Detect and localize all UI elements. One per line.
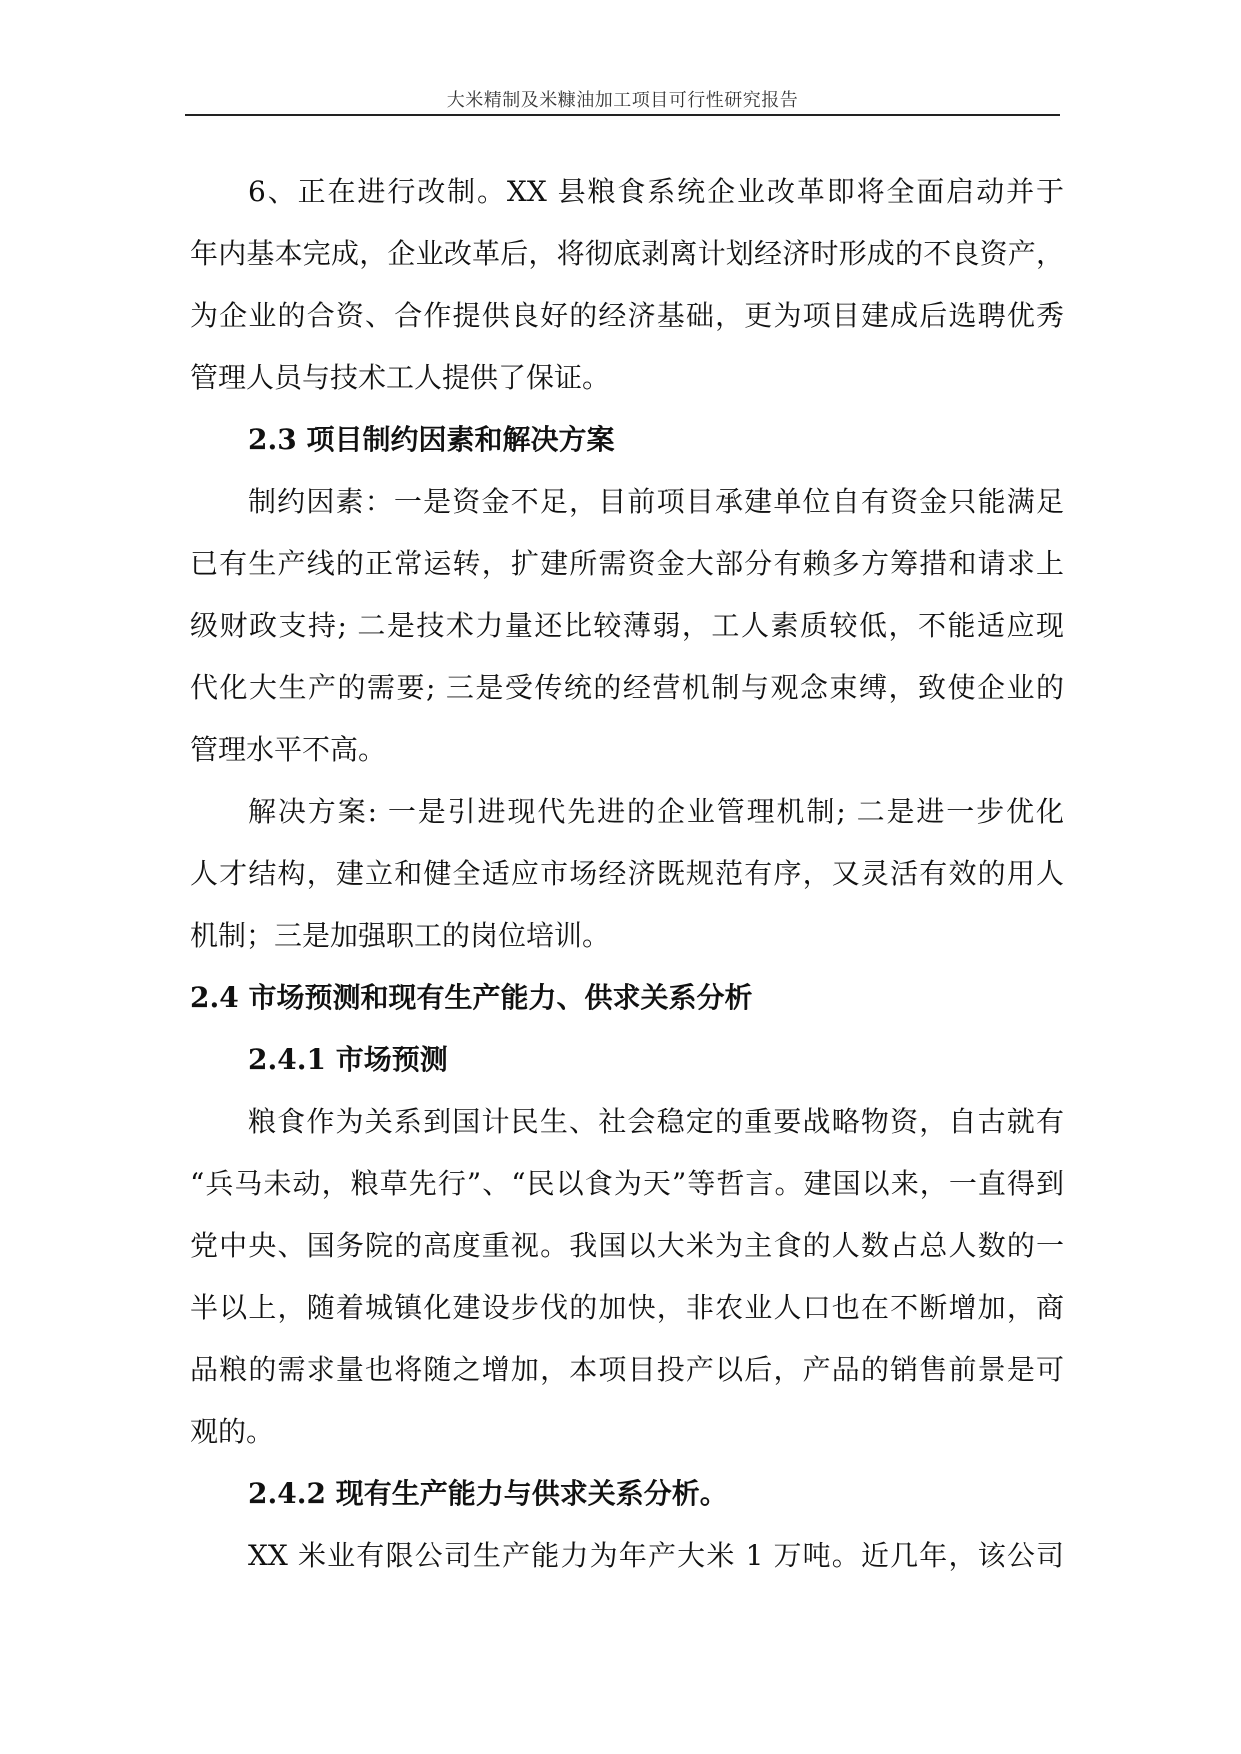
paragraph-line: 党中央、国务院的高度重视。我国以大米为主食的人数占总人数的一 xyxy=(190,1229,1064,1262)
paragraph-line: 机制；三是加强职工的岗位培训。 xyxy=(190,919,611,952)
paragraph-line: 级财政支持; 二是技术力量还比较薄弱，工人素质较低，不能适应现 xyxy=(190,609,1064,642)
paragraph-line: 解决方案: 一是引进现代先进的企业管理机制; 二是进一步优化 xyxy=(248,795,1064,828)
paragraph-line: 管理人员与技术工人提供了保证。 xyxy=(190,361,611,394)
paragraph-line: 品粮的需求量也将随之增加，本项目投产以后，产品的销售前景是可 xyxy=(190,1353,1064,1386)
running-header: 大米精制及米糠油加工项目可行性研究报告 xyxy=(446,90,799,111)
header-rule xyxy=(185,114,1060,116)
paragraph-line: “兵马未动，粮草先行”、“民以食为天”等哲言。建国以来，一直得到 xyxy=(190,1167,1064,1200)
section-heading-2-4-2: 2.4.2 现有生产能力与供求关系分析。 xyxy=(248,1477,728,1510)
section-heading-2-4-1: 2.4.1 市场预测 xyxy=(248,1043,448,1076)
paragraph-line: 6、正在进行改制。XX 县粮食系统企业改革即将全面启动并于 xyxy=(248,175,1064,208)
paragraph-line: 代化大生产的需要; 三是受传统的经营机制与观念束缚，致使企业的 xyxy=(190,671,1064,704)
paragraph-line: 人才结构，建立和健全适应市场经济既规范有序，又灵活有效的用人 xyxy=(190,857,1064,890)
paragraph-line: 观的。 xyxy=(190,1415,275,1448)
document-body xyxy=(190,161,1064,1587)
paragraph-line: 粮食作为关系到国计民生、社会稳定的重要战略物资，自古就有 xyxy=(248,1105,1064,1138)
paragraph-line: 为企业的合资、合作提供良好的经济基础，更为项目建成后选聘优秀 xyxy=(190,299,1064,332)
paragraph-line: 管理水平不高。 xyxy=(190,733,387,766)
section-heading-2-3: 2.3 项目制约因素和解决方案 xyxy=(248,423,615,456)
paragraph-line: 已有生产线的正常运转，扩建所需资金大部分有赖多方筹措和请求上 xyxy=(190,547,1064,580)
paragraph-line: XX 米业有限公司生产能力为年产大米 1 万吨。近几年，该公司 xyxy=(248,1539,1064,1572)
section-heading-2-4: 2.4 市场预测和现有生产能力、供求关系分析 xyxy=(190,981,753,1014)
paragraph-line: 制约因素：一是资金不足，目前项目承建单位自有资金只能满足 xyxy=(248,485,1064,518)
paragraph-line: 半以上，随着城镇化建设步伐的加快，非农业人口也在不断增加，商 xyxy=(190,1291,1064,1324)
paragraph-line: 年内基本完成，企业改革后，将彻底剥离计划经济时形成的不良资产， xyxy=(190,237,1064,270)
